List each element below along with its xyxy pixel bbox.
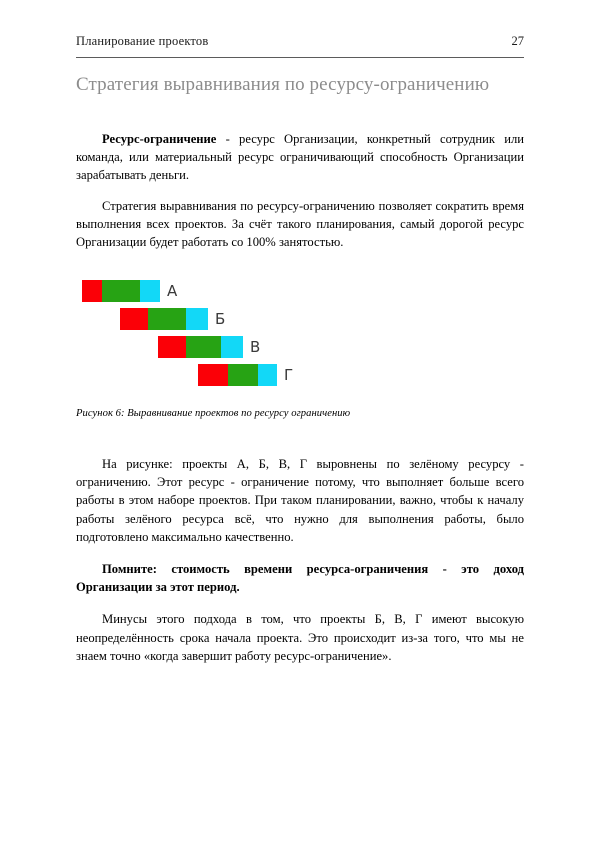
gantt-bar-a <box>82 280 160 302</box>
gantt-row-a <box>82 280 177 302</box>
gantt-label-g: Г <box>284 366 294 384</box>
body-bottom <box>76 455 524 677</box>
gantt-row-v <box>158 336 260 358</box>
gantt-label-b: Б <box>215 310 226 328</box>
header-title: Планирование проектов <box>76 34 209 48</box>
segment-cyan-v <box>221 336 243 358</box>
term-definition: - ресурс Организации, конкретный сотрудник или команда, или материальный ресурс ограничивающий способность Организации зарабатывать деньги. <box>76 132 524 183</box>
segment-red-a <box>82 280 102 302</box>
paragraph-remember: Помните: стоимость времени ресурса-ограничения - это доход Организации за этот период. <box>76 562 524 595</box>
paragraph-drawbacks: Минусы этого подхода в том, что проекты Б, В, Г имеют высокую неопределённость срока начала проекта. Это происходит из-за того, что мы не знаем точно «когда завершит работу ресурс-ограничение». <box>76 612 524 663</box>
segment-red-b <box>120 308 148 330</box>
gantt-label-a: А <box>167 282 178 300</box>
body-top <box>76 130 524 263</box>
gantt-row-g <box>198 364 293 386</box>
segment-green-g <box>228 364 258 386</box>
segment-red-v <box>158 336 186 358</box>
segment-cyan-a <box>140 280 160 302</box>
segment-cyan-b <box>186 308 208 330</box>
segment-green-v <box>186 336 221 358</box>
gantt-row-b <box>120 308 225 330</box>
paragraph-definition <box>76 130 524 185</box>
figure-resource-leveling <box>76 272 524 404</box>
segment-green-b <box>148 308 186 330</box>
segment-cyan-g <box>258 364 277 386</box>
paragraph-figure-explanation: На рисунке: проекты А, Б, В, Г выровнены по зелёному ресурсу - ограничению. Этот ресурс - ограничение потому, что выполняет больше всего работы в этом наборе проектов. При таком планировании, важно, чтобы к началу работы зелёного ресурса всё, что нужно для выполнения работы, было подготовлено максимально качественно. <box>76 457 524 544</box>
gantt-bar-b <box>120 308 208 330</box>
segment-red-g <box>198 364 228 386</box>
gantt-bar-v <box>158 336 243 358</box>
page-header <box>76 34 524 49</box>
page-title: Стратегия выравнивания по ресурсу-ограничению <box>76 74 490 95</box>
paragraph-strategy: Стратегия выравнивания по ресурсу-ограничению позволяет сократить время выполнения всех проектов. За счёт такого планирования, самый дорогой ресурс Организации будет работать со 100% занятостью. <box>76 198 524 250</box>
header-divider <box>76 57 524 58</box>
header-page-number: 27 <box>511 34 524 48</box>
figure-caption: Рисунок 6: Выравнивание проектов по ресурсу ограничению <box>76 408 351 419</box>
gantt-label-v: В <box>250 338 261 356</box>
gantt-bar-g <box>198 364 277 386</box>
term-lead: Ресурс-ограничение <box>102 132 217 146</box>
segment-green-a <box>102 280 140 302</box>
